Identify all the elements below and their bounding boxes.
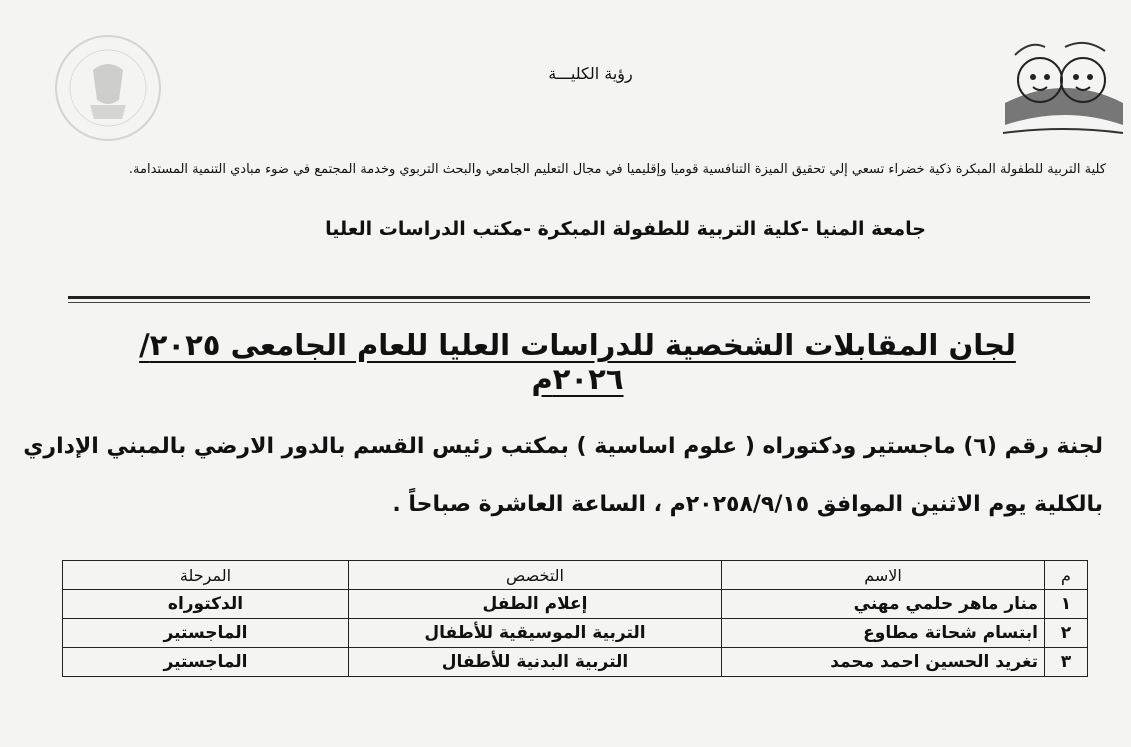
vision-title: رؤية الكليـــة [548,64,633,83]
row-specialization: إعلام الطفل [349,590,722,619]
divider-thick [68,296,1090,299]
row-specialization: التربية البدنية للأطفال [349,648,722,677]
table-row [63,648,1088,677]
candidates-table [62,560,1088,677]
table-row [63,590,1088,619]
row-number: ١ [1045,590,1088,619]
page-title: لجان المقابلات الشخصية للدراسات العليا للعام الجامعى ٢٠٢٥/ ٢٠٢٦م [139,328,1016,396]
university-faculty-line: جامعة المنيا -كلية التربية للطفولة المبكرة -مكتب الدراسات العليا [325,218,926,240]
row-stage: الماجستير [63,619,349,648]
row-specialization: التربية الموسيقية للأطفال [349,619,722,648]
row-name: تغريد الحسين احمد محمد [722,648,1045,677]
table-row [63,619,1088,648]
faculty-children-logo-icon [995,25,1130,145]
row-name: منار ماهر حلمي مهني [722,590,1045,619]
row-number: ٣ [1045,648,1088,677]
row-number: ٢ [1045,619,1088,648]
header-number: م [1045,561,1088,590]
committee-details: لجنة رقم (٦) ماجستير ودكتوراه ( علوم اساسية ) بمكتب رئيس القسم بالدور الارضي بالمبني الإداري بالكلية يوم الاثنين الموافق ٢٠٢٥٨/٩/١٥م ، الساعة العاشرة صباحاً . [23,434,1103,517]
row-stage: الماجستير [63,648,349,677]
row-name: ابتسام شحاتة مطاوع [722,619,1045,648]
header-specialization: التخصص [349,561,722,590]
table-header-row [63,561,1088,590]
vision-statement: كلية التربية للطفولة المبكرة ذكية خضراء تسعي إلي تحقيق الميزة التنافسية قوميا وإقليميا في مجال التعليم الجامعي والبحث التربوي وخدمة المجتمع في ضوء مبادي التنمية المستدامة. [128,162,1106,177]
university-seal-icon [38,30,178,148]
header-name: الاسم [722,561,1045,590]
row-stage: الدكتوراه [63,590,349,619]
divider-thin [68,302,1090,303]
header-stage: المرحلة [63,561,349,590]
